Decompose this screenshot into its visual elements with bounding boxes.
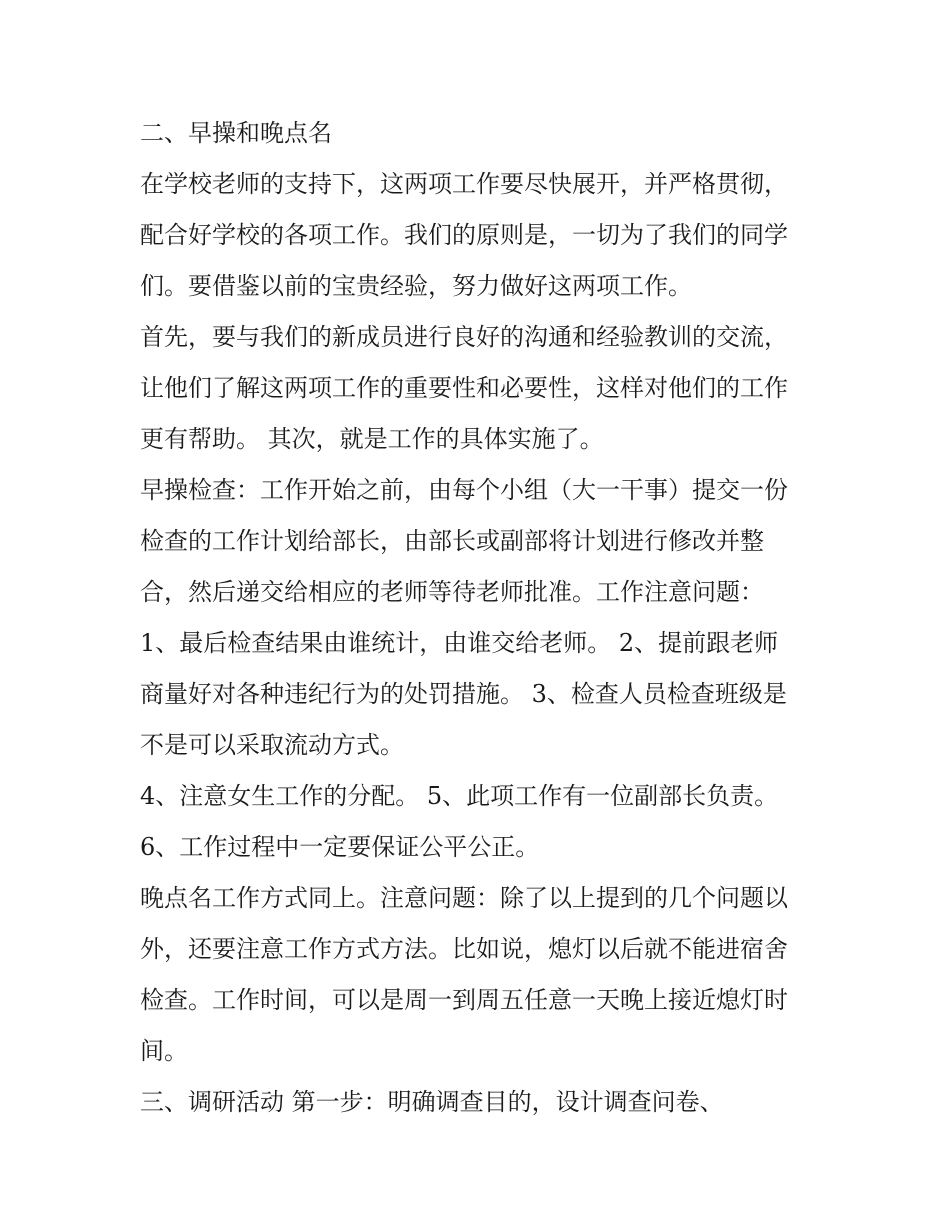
paragraph-line: 在学校老师的支持下，这两项工作要尽快展开，并严格贯彻， (140, 170, 788, 198)
paragraph-line: 合，然后递交给相应的老师等待老师批准。工作注意问题： (140, 578, 764, 606)
paragraph-line: 首先，要与我们的新成员进行良好的沟通和经验教训的交流， (140, 323, 788, 351)
paragraph-line: 检查的工作计划给部长，由部长或副部将计划进行修改并整 (140, 527, 764, 555)
paragraph-line: 晚点名工作方式同上。注意问题：除了以上提到的几个问题以 (140, 884, 788, 912)
list-item-line: 不是可以采取流动方式。 (140, 731, 404, 759)
document-body (140, 108, 820, 1128)
paragraph-line: 间。 (140, 1037, 188, 1065)
paragraph-line: 检查。工作时间，可以是周一到周五任意一天晚上接近熄灯时 (140, 986, 788, 1014)
paragraph-line: 配合好学校的各项工作。我们的原则是，一切为了我们的同学 (140, 221, 788, 249)
list-item-line: 6、工作过程中一定要保证公平公正。 (140, 833, 540, 861)
section-heading-research: 三、调研活动 第一步：明确调查目的，设计调查问卷、 (140, 1088, 724, 1116)
paragraph-line: 让他们了解这两项工作的重要性和必要性，这样对他们的工作 (140, 374, 788, 402)
paragraph-line: 更有帮助。 其次，就是工作的具体实施了。 (140, 425, 604, 453)
paragraph-line: 外，还要注意工作方式方法。比如说，熄灯以后就不能进宿舍 (140, 935, 788, 963)
list-item-line: 4、注意女生工作的分配。 5、此项工作有一位副部长负责。 (140, 782, 779, 810)
paragraph-line: 们。要借鉴以前的宝贵经验，努力做好这两项工作。 (140, 272, 692, 300)
section-heading-morning-exercise: 二、早操和晚点名 (140, 119, 332, 147)
paragraph-line: 早操检查：工作开始之前，由每个小组（大一干事）提交一份 (140, 476, 788, 504)
list-item-line: 商量好对各种违纪行为的处罚措施。 3、检查人员检查班级是 (140, 680, 787, 708)
list-item-line: 1、最后检查结果由谁统计，由谁交给老师。 2、提前跟老师 (140, 629, 779, 657)
